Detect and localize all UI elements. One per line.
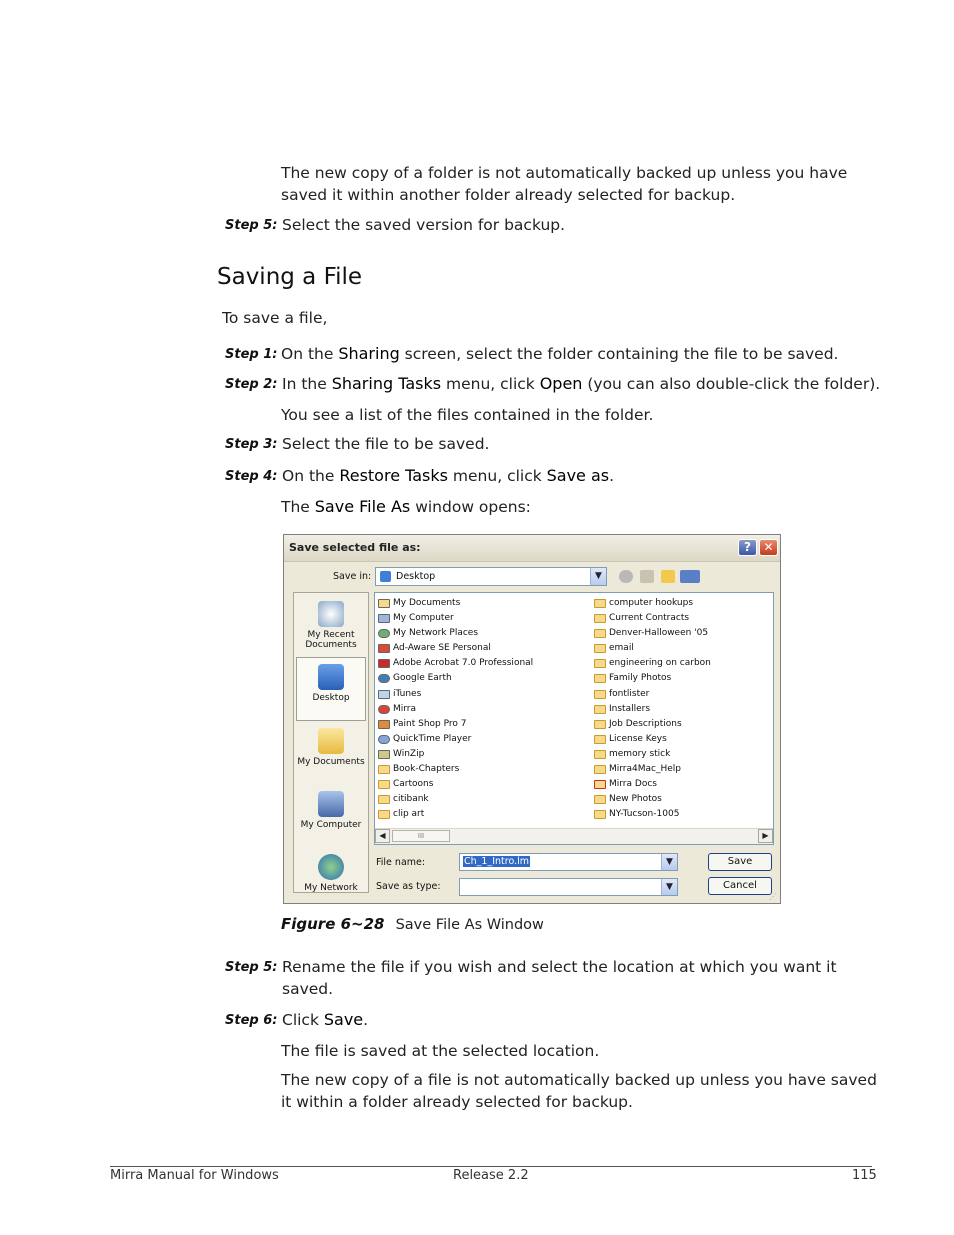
list-item[interactable] [593, 762, 771, 777]
resize-grip-icon[interactable]: ⋰ [769, 892, 777, 901]
list-item[interactable] [593, 611, 771, 626]
list-item-label: Google Earth [393, 673, 452, 684]
list-item[interactable] [593, 792, 771, 807]
intro-note [281, 162, 847, 206]
dialog-title: Save selected file as: [289, 541, 421, 554]
save-file-dialog [283, 534, 781, 904]
open-keyword: Open [539, 374, 583, 393]
list-item[interactable] [593, 702, 771, 717]
list-item[interactable] [377, 807, 589, 822]
folder-icon [378, 765, 390, 774]
list-item[interactable] [377, 611, 589, 626]
close-button[interactable]: ✕ [759, 539, 778, 556]
file-column-1 [377, 596, 589, 822]
step-6-text-b: . [363, 1011, 369, 1029]
step-6-note2-line2: it within a folder already selected for backup. [281, 1093, 633, 1111]
place-my-documents[interactable] [296, 722, 366, 767]
step-6-text-a: Click [282, 1011, 324, 1029]
step-5-text: Select the saved version for backup. [282, 216, 566, 234]
ad-aware-icon [378, 644, 390, 653]
step-4-text-a: On the [282, 467, 340, 485]
save-as-keyword: Save as [546, 466, 610, 485]
restore-tasks-keyword: Restore Tasks [339, 466, 448, 485]
list-item[interactable] [377, 596, 589, 611]
list-item-label: New Photos [609, 794, 662, 805]
folder-icon [594, 690, 606, 699]
step-5b-text [282, 956, 837, 1000]
step-5b-line2: saved. [282, 980, 334, 998]
figure-label: Figure 6~28 [281, 915, 385, 933]
list-item[interactable] [377, 702, 589, 717]
list-item[interactable] [377, 717, 589, 732]
save-as-type-label: Save as type: [376, 881, 441, 892]
place-recent-label: My Recent Documents [305, 630, 357, 650]
list-item[interactable] [593, 777, 771, 792]
folder-icon [594, 720, 606, 729]
step-1-label: Step 1: [225, 347, 278, 362]
place-my-documents-label: My Documents [297, 757, 365, 767]
list-item-label: fontlister [609, 688, 650, 699]
list-item-label: Job Descriptions [609, 718, 682, 729]
sharing-tasks-keyword: Sharing Tasks [331, 374, 442, 393]
save-as-type-select[interactable] [459, 878, 678, 896]
places-bar [293, 592, 369, 893]
list-item[interactable] [593, 807, 771, 822]
folder-icon [594, 750, 606, 759]
footer-rule [110, 1166, 872, 1167]
step-5b-line1: Rename the file if you wish and select the location at which you want it [282, 958, 837, 976]
list-item-label: Paint Shop Pro 7 [393, 718, 467, 729]
folder-icon [594, 735, 606, 744]
step-4-text-c: . [609, 467, 615, 485]
itunes-icon [378, 690, 390, 699]
list-item-label: engineering on carbon [609, 658, 711, 669]
my-documents-icon [318, 728, 344, 754]
file-name-label: File name: [376, 857, 426, 868]
intro-note-line1: The new copy of a folder is not automatically backed up unless you have [281, 164, 848, 182]
step-4-note-a: The [281, 498, 315, 516]
folder-icon [594, 644, 606, 653]
folder-icon [594, 659, 606, 668]
place-my-network-label: My Network [304, 883, 358, 893]
file-list [374, 592, 774, 845]
list-item-label: Adobe Acrobat 7.0 Professional [393, 658, 534, 669]
step-6-note2-line1: The new copy of a file is not automatically backed up unless you have saved [281, 1071, 877, 1089]
step-6-label: Step 6: [225, 1013, 278, 1028]
mirra-icon [378, 705, 390, 714]
recent-documents-icon [318, 601, 344, 627]
list-item[interactable] [377, 732, 589, 747]
step-1-text-b: screen, select the folder containing the file to be saved. [399, 345, 839, 363]
figure-caption [281, 914, 544, 936]
scroll-left-icon[interactable]: ◀ [375, 829, 390, 843]
place-my-computer-label: My Computer [300, 820, 362, 830]
list-item[interactable] [593, 641, 771, 656]
step-4-note-b: window opens: [410, 498, 531, 516]
step-2-note: You see a list of the files contained in the folder. [281, 406, 654, 424]
horizontal-scrollbar[interactable] [375, 828, 773, 844]
mirra-folder-icon [594, 780, 606, 789]
chevron-down-icon[interactable]: ▼ [661, 879, 677, 895]
views-menu-icon[interactable] [680, 570, 700, 583]
paint-shop-pro-icon [378, 720, 390, 729]
back-icon[interactable] [619, 570, 633, 583]
list-item[interactable] [377, 641, 589, 656]
list-item[interactable] [377, 777, 589, 792]
list-item[interactable] [593, 671, 771, 686]
place-recent[interactable] [296, 595, 366, 650]
step-1-text [281, 343, 839, 365]
step-2-text-c: (you can also double-click the folder). [582, 375, 881, 393]
acrobat-icon [378, 659, 390, 668]
save-file-as-keyword: Save File As [314, 497, 411, 516]
place-my-computer[interactable] [296, 785, 366, 830]
list-item-label: Mirra [393, 703, 417, 714]
list-item-label: Cartoons [393, 779, 434, 790]
chevron-down-icon[interactable]: ▼ [661, 854, 677, 870]
step-2-text [282, 373, 880, 395]
list-item-label: computer hookups [609, 598, 694, 608]
footer-center: Release 2.2 [453, 1168, 529, 1183]
computer-icon [378, 614, 390, 623]
step-3-text: Select the file to be saved. [282, 435, 490, 453]
folder-icon [378, 810, 390, 819]
quicktime-icon [378, 735, 390, 744]
new-folder-icon[interactable] [661, 570, 675, 583]
list-item-label: citibank [393, 794, 429, 805]
list-item[interactable] [593, 687, 771, 702]
step-2-text-b: menu, click [441, 375, 540, 393]
section-lead: To save a file, [222, 309, 328, 327]
step-6-note2 [281, 1069, 877, 1113]
list-item-label: Ad-Aware SE Personal [393, 643, 491, 654]
list-item-label: iTunes [393, 688, 422, 699]
help-button[interactable]: ? [738, 539, 757, 556]
list-item[interactable] [593, 626, 771, 641]
my-network-icon [318, 854, 344, 880]
network-icon [378, 629, 390, 638]
list-item[interactable] [377, 792, 589, 807]
folder-icon [594, 810, 606, 819]
list-item-label: Mirra Docs [609, 779, 657, 790]
desktop-place-icon [318, 664, 344, 690]
list-item-label: My Documents [393, 598, 461, 608]
save-in-value: Desktop [396, 571, 436, 582]
step-4-label: Step 4: [225, 469, 278, 484]
list-item[interactable] [377, 747, 589, 762]
list-item[interactable] [593, 656, 771, 671]
folder-icon [594, 674, 606, 683]
place-my-network[interactable] [296, 848, 366, 893]
list-item[interactable] [593, 717, 771, 732]
step-4-note [281, 496, 531, 518]
dialog-title-bar [284, 535, 780, 562]
list-item[interactable] [593, 747, 771, 762]
step-6-text [282, 1009, 368, 1031]
desktop-icon [380, 571, 391, 582]
list-item[interactable] [377, 687, 589, 702]
folder-icon [594, 614, 606, 623]
folder-icon [378, 780, 390, 789]
step-3-label: Step 3: [225, 437, 278, 452]
cancel-button[interactable]: Cancel [708, 877, 772, 895]
step-2-text-a: In the [282, 375, 332, 393]
list-item-label: My Network Places [393, 628, 479, 639]
list-item-label: Mirra4Mac_Help [609, 764, 681, 775]
scroll-right-icon[interactable]: ▶ [758, 829, 773, 843]
list-item[interactable] [593, 596, 771, 611]
list-item-label: Current Contracts [609, 613, 690, 624]
step-5-label: Step 5: [225, 218, 278, 233]
list-item[interactable] [377, 671, 589, 686]
file-column-2 [593, 596, 771, 822]
figure-caption-text: Save File As Window [395, 917, 544, 933]
step-4-text-b: menu, click [448, 467, 547, 485]
list-item-label: My Computer [393, 613, 454, 624]
folder-icon [378, 795, 390, 804]
chevron-down-icon[interactable]: ▼ [590, 568, 606, 585]
sharing-keyword: Sharing [338, 344, 400, 363]
save-in-combo[interactable] [375, 567, 607, 586]
list-item[interactable] [593, 732, 771, 747]
list-item-label: clip art [393, 809, 425, 820]
list-item[interactable] [377, 656, 589, 671]
intro-note-line2: saved it within another folder already selected for backup. [281, 186, 736, 204]
folder-icon [594, 599, 606, 608]
save-keyword: Save [323, 1010, 364, 1029]
step-2-label: Step 2: [225, 377, 278, 392]
list-item-label: memory stick [609, 748, 671, 759]
list-item-label: email [609, 643, 634, 654]
step-1-text-a: On the [281, 345, 339, 363]
google-earth-icon [378, 674, 390, 683]
folder-icon [594, 629, 606, 638]
list-item-label: Book-Chapters [393, 764, 460, 775]
save-button[interactable]: Save [708, 853, 772, 871]
page-number: 115 [852, 1168, 877, 1183]
place-desktop-label: Desktop [312, 693, 350, 703]
list-item-label: Family Photos [609, 673, 672, 684]
step-4-text [282, 465, 614, 487]
footer-left: Mirra Manual for Windows [110, 1168, 279, 1183]
folder-icon [594, 765, 606, 774]
my-computer-icon [318, 791, 344, 817]
scrollbar-thumb[interactable]: III [392, 830, 450, 842]
my-documents-folder-icon [378, 599, 390, 608]
folder-icon [594, 705, 606, 714]
step-5b-label: Step 5: [225, 960, 278, 975]
file-name-value: Ch_1_Intro.lm [464, 856, 530, 867]
section-title: Saving a File [217, 264, 363, 290]
winzip-icon [378, 750, 390, 759]
list-item[interactable] [377, 762, 589, 777]
list-item-label: NY-Tucson-1005 [609, 809, 680, 820]
folder-icon [594, 795, 606, 804]
list-item-label: WinZip [393, 748, 425, 759]
up-folder-icon[interactable] [640, 570, 654, 583]
list-item-label: Installers [609, 703, 651, 714]
step-6-note1: The file is saved at the selected location. [281, 1042, 600, 1060]
list-item-label: Denver-Halloween '05 [609, 628, 709, 639]
place-desktop[interactable] [296, 657, 366, 721]
list-item[interactable] [377, 626, 589, 641]
list-item-label: QuickTime Player [393, 733, 472, 744]
list-item-label: License Keys [609, 733, 667, 744]
save-in-label: Save in: [333, 571, 372, 582]
file-name-input[interactable] [459, 853, 678, 871]
